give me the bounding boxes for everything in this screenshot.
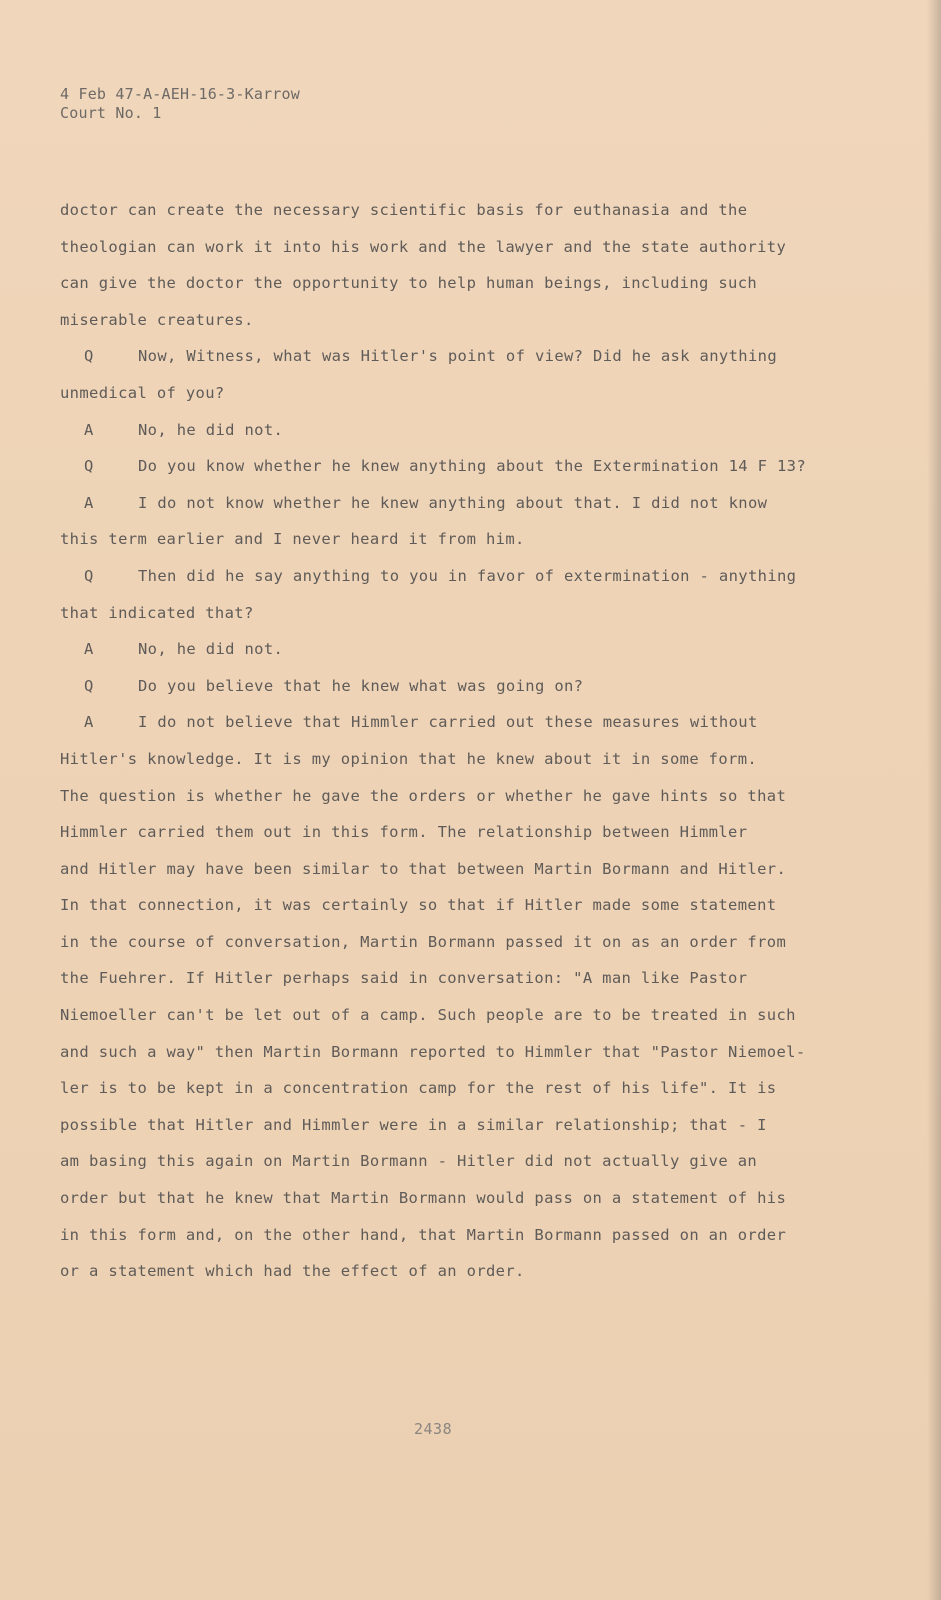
question-line [60,338,860,375]
text-line: and Hitler may have been similar to that between Martin Bormann and Hitler. [60,859,787,878]
text-line: doctor can create the necessary scientific basis for euthanasia and the [60,201,748,219]
speaker-label: A [84,713,94,732]
question-line [60,448,860,485]
text-line: and such a way" then Martin Bormann reported to Himmler that "Pastor Niemoel- [60,1042,806,1061]
text-line: miserable creatures. [60,310,254,329]
text-line: or a statement which had the effect of an order. [60,1262,525,1281]
text-line: The question is whether he gave the orders or whether he gave hints so that [60,786,787,805]
text-line: in this form and, on the other hand, that Martin Bormann passed on an order [60,1225,787,1244]
text-line: am basing this again on Martin Bormann - Hitler did not actually give an [60,1152,758,1171]
answer-text: No, he did not. [138,420,284,439]
text-line: Hitler's knowledge. It is my opinion that he knew about it in some form. [60,749,758,768]
question-text: Do you know whether he knew anything about the Extermination 14 F 13? [138,457,807,476]
text-line: in the course of conversation, Martin Bormann passed it on as an order from [60,932,787,951]
answer-line [60,485,860,522]
answer-line [60,631,860,668]
answer-line [60,412,860,449]
speaker-label: A [84,420,94,439]
text-line: this term earlier and I never heard it from him. [60,530,525,549]
answer-text: No, he did not. [138,640,284,659]
text-line: unmedical of you? [60,383,225,402]
speaker-label: A [84,493,94,512]
text-line: the Fuehrer. If Hitler perhaps said in conversation: "A man like Pastor [60,969,748,988]
text-line: that indicated that? [60,603,254,622]
answer-text: I do not know whether he knew anything about that. I did not know [138,493,768,512]
text-line: Himmler carried them out in this form. The relationship between Himmler [60,823,748,842]
text-line: possible that Hitler and Himmler were in a similar relationship; that - I [60,1115,767,1134]
question-text: Now, Witness, what was Hitler's point of view? Did he ask anything [138,347,777,366]
question-line [60,558,860,595]
text-line: ler is to be kept in a concentration camp for the rest of his life". It is [60,1079,777,1098]
text-line: In that connection, it was certainly so that if Hitler made some statement [60,896,777,915]
text-line: can give the doctor the opportunity to help human beings, including such [60,274,758,293]
speaker-label: A [84,640,94,659]
speaker-label: Q [84,676,94,695]
header-session-line: 4 Feb 47-A-AEH-16-3-Karrow [60,85,300,103]
question-text: Then did he say anything to you in favor of extermination - anything [138,566,797,585]
text-line: Niemoeller can't be let out of a camp. Such people are to be treated in such [60,1006,796,1025]
transcript-body [60,192,860,1290]
page-number: 2438 [414,1420,453,1438]
document-header [60,85,300,123]
answer-text: I do not believe that Himmler carried out these measures without [138,713,758,732]
speaker-label: Q [84,347,94,366]
text-line: order but that he knew that Martin Bormann would pass on a statement of his [60,1189,787,1208]
header-court-line: Court No. 1 [60,104,162,122]
question-text: Do you believe that he knew what was going on? [138,676,584,695]
question-line [60,668,860,705]
speaker-label: Q [84,457,94,476]
speaker-label: Q [84,566,94,585]
answer-line [60,704,860,741]
text-line: theologian can work it into his work and the lawyer and the state authority [60,237,787,256]
